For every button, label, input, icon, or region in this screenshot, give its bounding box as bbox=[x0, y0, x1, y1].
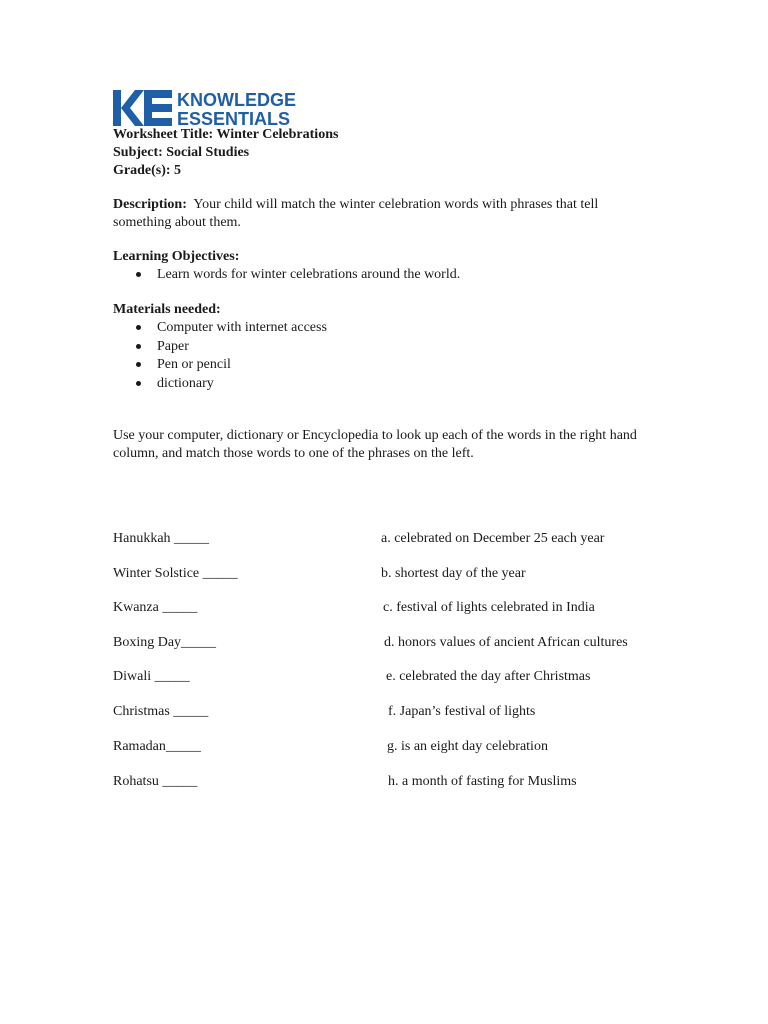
description-text: Your child will match the winter celebration words with phrases that tell something about them. bbox=[113, 197, 599, 230]
svg-text:ESSENTIALS: ESSENTIALS bbox=[177, 109, 291, 127]
list-item: Paper bbox=[113, 338, 327, 357]
match-phrase: c. festival of lights celebrated in India bbox=[383, 600, 595, 615]
match-phrase: d. honors values of ancient African cultures bbox=[384, 635, 628, 650]
list-item: Pen or pencil bbox=[113, 356, 327, 375]
subject-line: Subject: Social Studies bbox=[113, 145, 250, 160]
instructions-paragraph: Use your computer, dictionary or Encyclopedia to look up each of the words in the right hand column, and match those words to one of the phrases on the left. bbox=[113, 428, 637, 461]
match-phrase: b. shortest day of the year bbox=[381, 566, 526, 581]
match-phrase: a. celebrated on December 25 each year bbox=[381, 531, 605, 546]
grade-line: Grade(s): 5 bbox=[113, 163, 182, 178]
objectives-heading: Learning Objectives: bbox=[113, 249, 240, 264]
match-phrase: e. celebrated the day after Christmas bbox=[386, 669, 591, 684]
match-phrase: h. a month of fasting for Muslims bbox=[388, 774, 577, 789]
knowledge-essentials-logo bbox=[113, 89, 323, 127]
match-word: Boxing Day_____ bbox=[113, 635, 217, 650]
match-phrase: g. is an eight day celebration bbox=[387, 739, 548, 754]
list-item: dictionary bbox=[113, 375, 327, 394]
description-label: Description: bbox=[113, 197, 187, 212]
match-phrase: f. Japan’s festival of lights bbox=[388, 704, 536, 719]
description-paragraph bbox=[113, 196, 653, 232]
match-word: Christmas _____ bbox=[113, 704, 209, 719]
match-word: Hanukkah _____ bbox=[113, 531, 210, 546]
objectives-list bbox=[113, 266, 460, 285]
match-word: Rohatsu _____ bbox=[113, 774, 198, 789]
list-item: Learn words for winter celebrations around the world. bbox=[113, 266, 460, 285]
materials-list bbox=[113, 319, 327, 393]
match-word: Kwanza _____ bbox=[113, 600, 198, 615]
match-word: Winter Solstice _____ bbox=[113, 566, 238, 581]
materials-heading: Materials needed: bbox=[113, 302, 221, 317]
match-word: Ramadan_____ bbox=[113, 739, 201, 754]
match-word: Diwali _____ bbox=[113, 669, 190, 684]
svg-text:KNOWLEDGE: KNOWLEDGE bbox=[177, 90, 296, 110]
list-item: Computer with internet access bbox=[113, 319, 327, 338]
logo-mark-icon bbox=[113, 89, 323, 127]
worksheet-title: Worksheet Title: Winter Celebrations bbox=[113, 127, 339, 142]
